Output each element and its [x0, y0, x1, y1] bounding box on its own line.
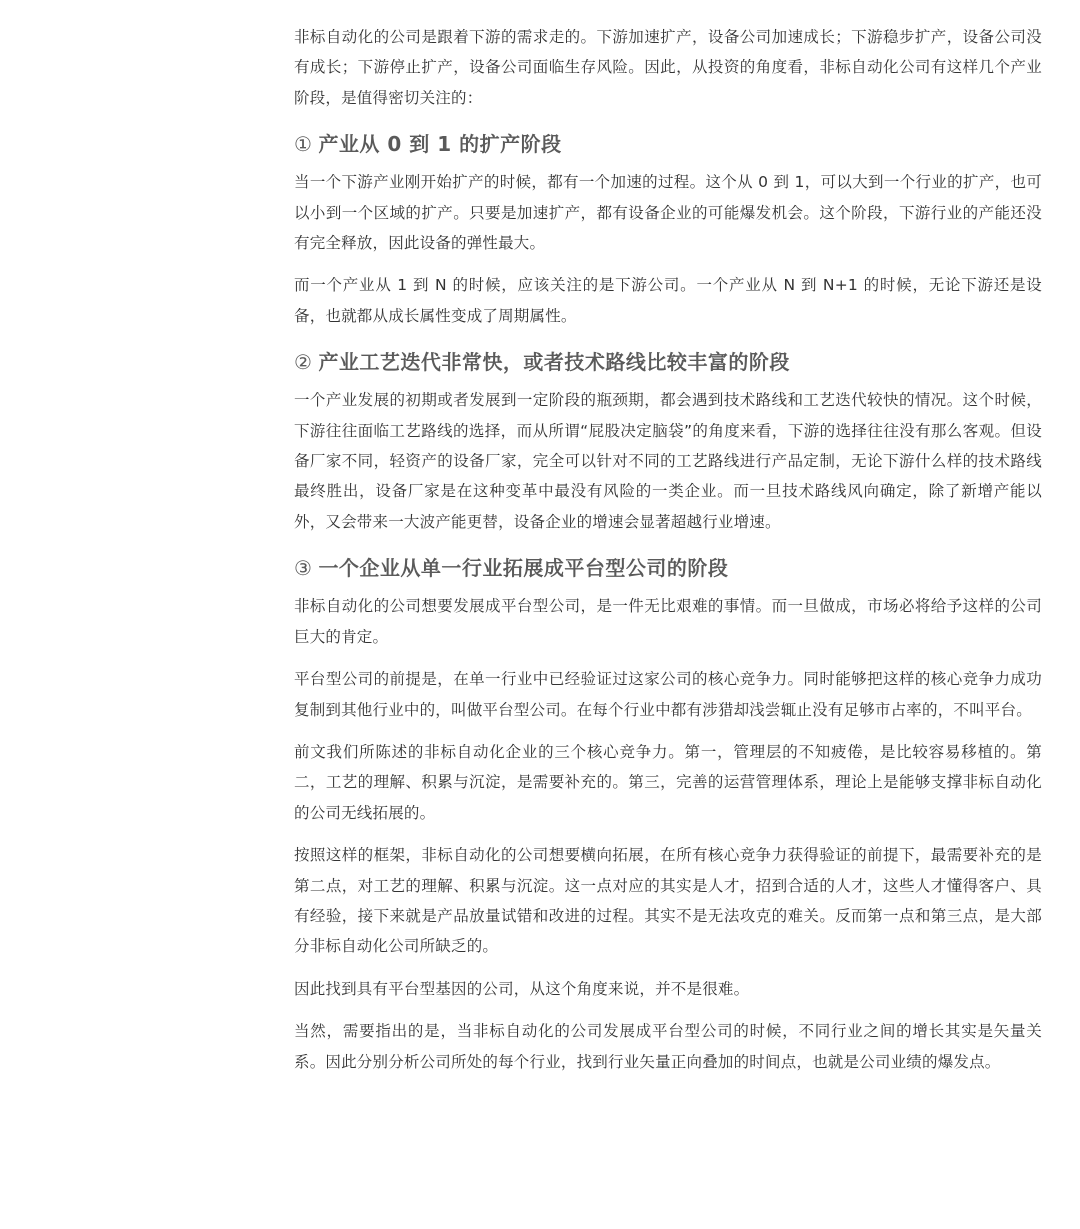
- section-1-paragraph-1: 当一个下游产业刚开始扩产的时候，都有一个加速的过程。这个从 0 到 1，可以大到一个行业的扩产，也可以小到一个区域的扩产。只要是加速扩产，都有设备企业的可能爆发机会。这个阶段，下游行业的产能还没有完全释放，因此设备的弹性最大。: [294, 173, 1042, 253]
- section-3-paragraph-5: 因此找到具有平台型基因的公司，从这个角度来说，并不是很难。: [294, 979, 750, 998]
- article-body: [294, 22, 1042, 1089]
- section-3-paragraph-6: 当然，需要指出的是，当非标自动化的公司发展成平台型公司的时候，不同行业之间的增长其实是矢量关系。因此分别分析公司所处的每个行业，找到行业矢量正向叠加的时间点，也就是公司业绩的爆发点。: [294, 1022, 1042, 1071]
- section-3-paragraph-1: 非标自动化的公司想要发展成平台型公司，是一件无比艰难的事情。而一旦做成，市场必将给予这样的公司巨大的肯定。: [294, 597, 1042, 646]
- section-heading-2: [294, 345, 1042, 379]
- section-3-paragraph-3: 前文我们所陈述的非标自动化企业的三个核心竞争力。第一，管理层的不知疲倦，是比较容易移植的。第二，工艺的理解、积累与沉淀，是需要补充的。第三，完善的运营管理体系，理论上是能够支撑非标自动化的公司无线拓展的。: [294, 742, 1042, 822]
- section-number-3: ③: [294, 556, 313, 581]
- section-heading-1: [294, 127, 1042, 161]
- section-number-2: ②: [294, 350, 313, 375]
- section-1-paragraph-2: 而一个产业从 1 到 N 的时候，应该关注的是下游公司。一个产业从 N 到 N+1 的时候，无论下游还是设备，也就都从成长属性变成了周期属性。: [294, 276, 1042, 325]
- section-number-1: ①: [294, 132, 313, 157]
- section-title-3: 一个企业从单一行业拓展成平台型公司的阶段: [318, 556, 729, 581]
- intro-paragraph: 非标自动化的公司是跟着下游的需求走的。下游加速扩产，设备公司加速成长；下游稳步扩产，设备公司没有成长；下游停止扩产，设备公司面临生存风险。因此，从投资的角度看，非标自动化公司有这样几个产业阶段，是值得密切关注的：: [294, 28, 1042, 107]
- section-3-paragraph-4: 按照这样的框架，非标自动化的公司想要横向拓展，在所有核心竞争力获得验证的前提下，最需要补充的是第二点，对工艺的理解、积累与沉淀。这一点对应的其实是人才，招到合适的人才，这些人才懂得客户、具有经验，接下来就是产品放量试错和改进的过程。其实不是无法攻克的难关。反而第一点和第三点，是大部分非标自动化公司所缺乏的。: [294, 846, 1042, 956]
- section-title-2: 产业工艺迭代非常快，或者技术路线比较丰富的阶段: [318, 350, 790, 375]
- section-title-1: 产业从 0 到 1 的扩产阶段: [318, 132, 562, 157]
- section-2-paragraph-1: 一个产业发展的初期或者发展到一定阶段的瓶颈期，都会遇到技术路线和工艺迭代较快的情况。这个时候，下游往往面临工艺路线的选择，而从所谓“屁股决定脑袋”的角度来看，下游的选择往往没有那么客观。但设备厂家不同，轻资产的设备厂家，完全可以针对不同的工艺路线进行产品定制，无论下游什么样的技术路线最终胜出，设备厂家是在这种变革中最没有风险的一类企业。而一旦技术路线风向确定，除了新增产能以外，又会带来一大波产能更替，设备企业的增速会显著超越行业增速。: [294, 391, 1042, 531]
- section-3-paragraph-2: 平台型公司的前提是，在单一行业中已经验证过这家公司的核心竞争力。同时能够把这样的核心竞争力成功复制到其他行业中的，叫做平台型公司。在每个行业中都有涉猎却浅尝辄止没有足够市占率的，不叫平台。: [294, 670, 1042, 719]
- section-heading-3: [294, 551, 1042, 585]
